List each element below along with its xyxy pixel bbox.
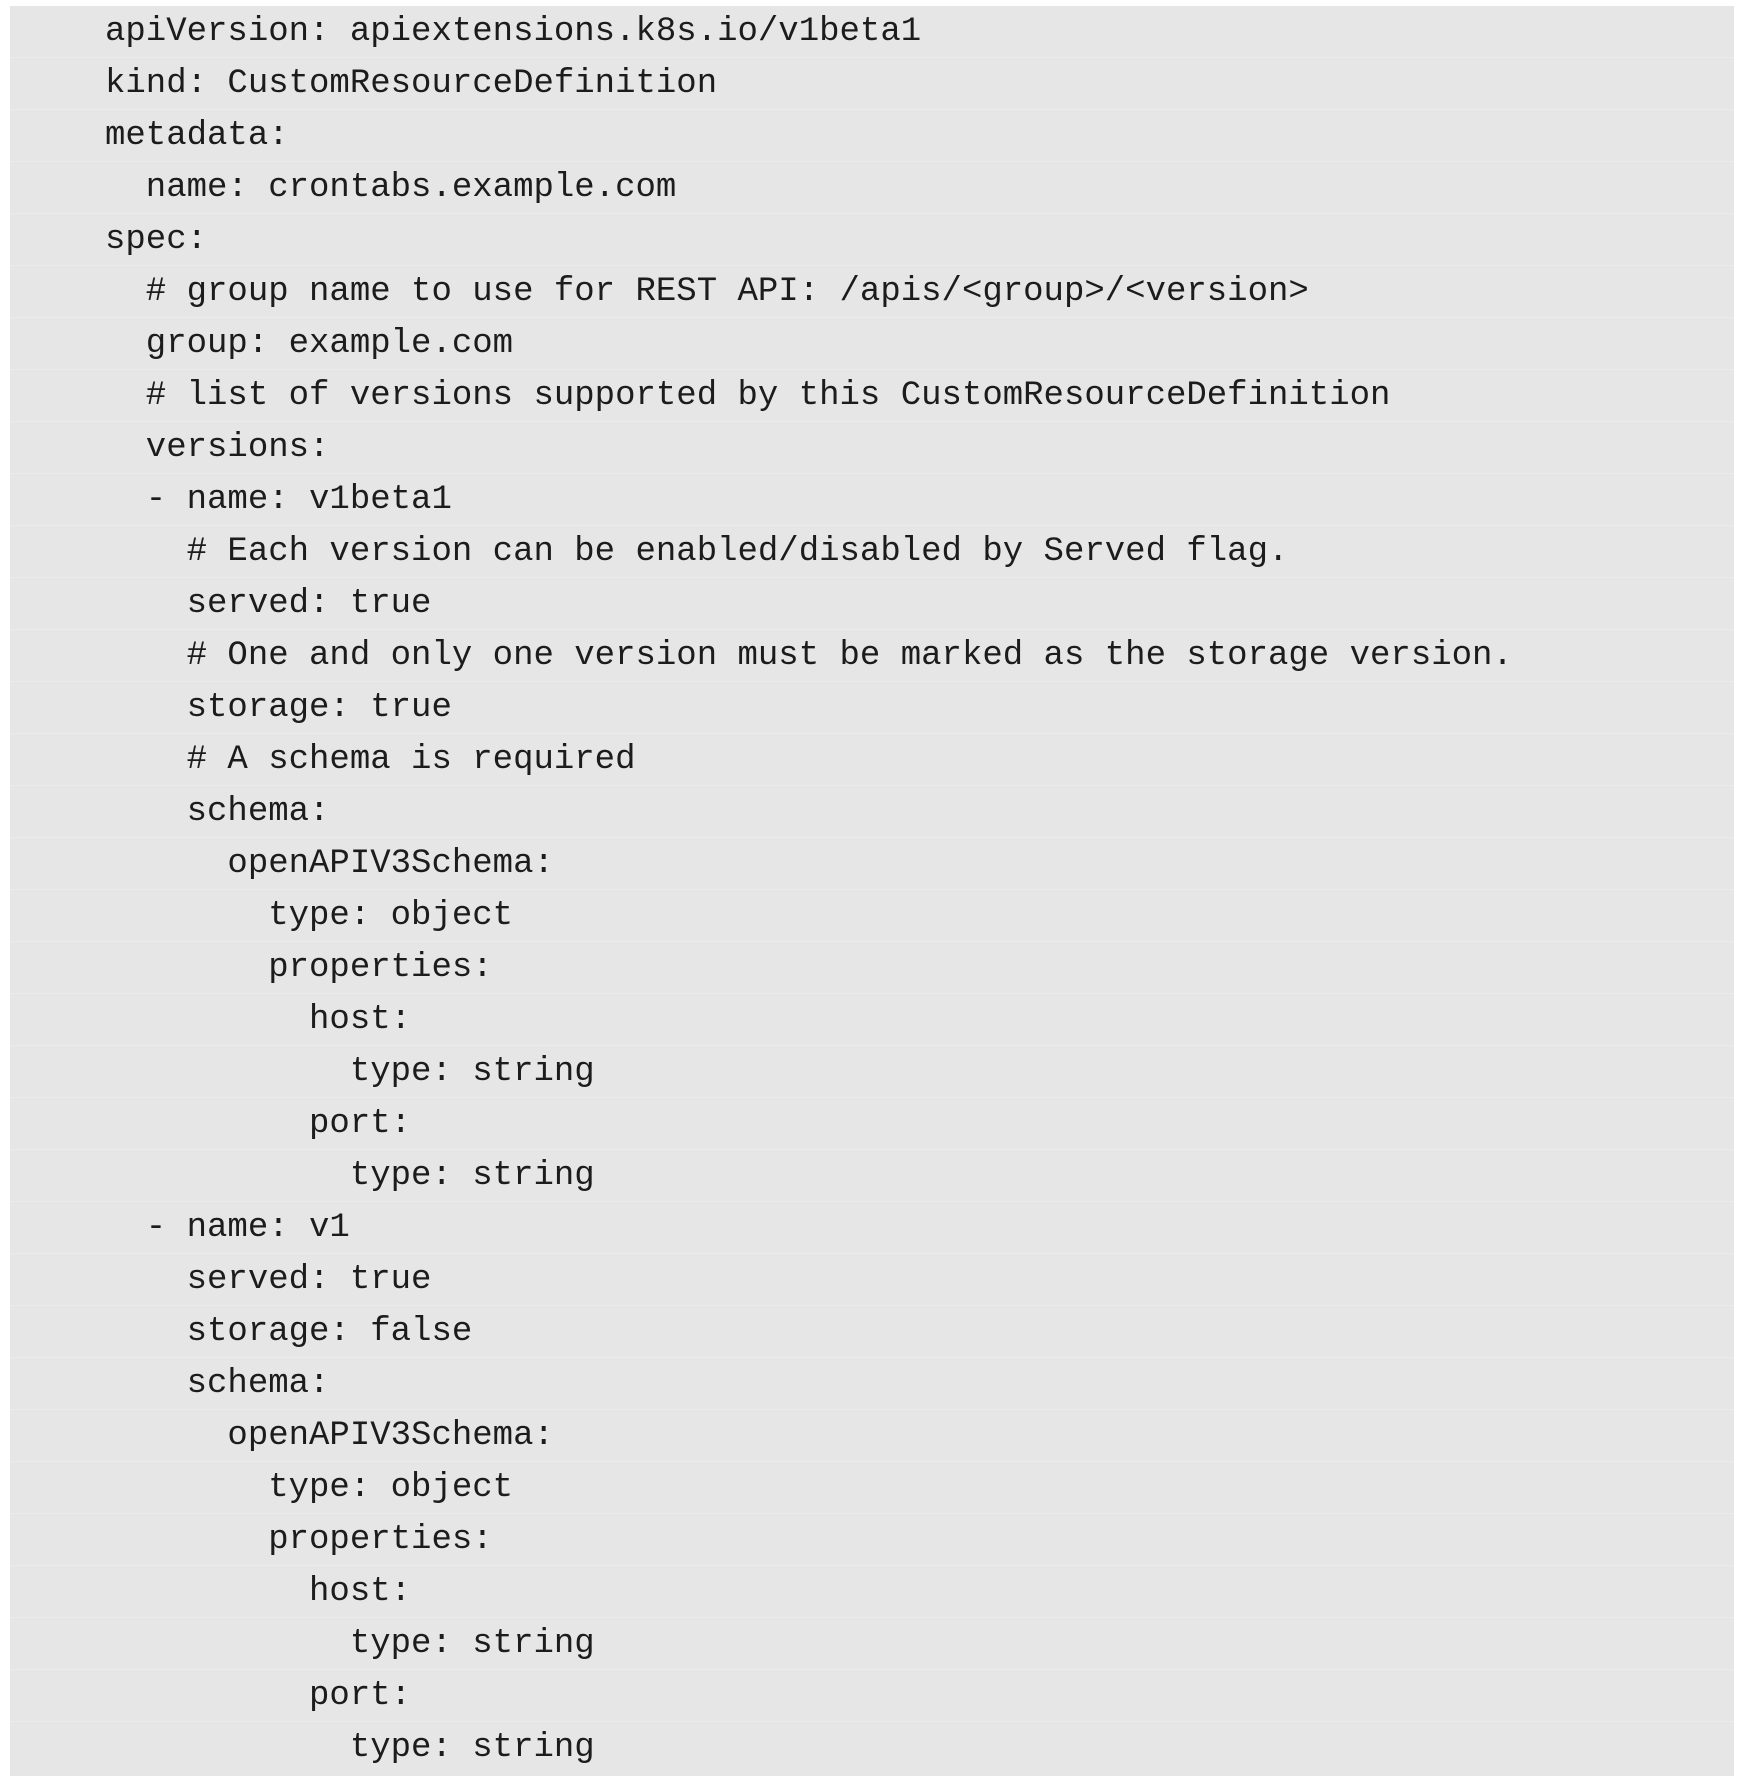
code-text: schema:: [105, 1365, 330, 1403]
code-line: [10, 786, 1734, 838]
code-line: [10, 1462, 1734, 1514]
code-text: versions:: [105, 429, 330, 467]
code-text: - name: v1beta1: [105, 481, 452, 519]
code-text: type: object: [105, 897, 514, 935]
code-text: name: crontabs.example.com: [105, 169, 677, 207]
code-line: [10, 682, 1734, 734]
code-line: [10, 162, 1734, 214]
code-text: group: example.com: [105, 325, 514, 363]
code-line: [10, 266, 1734, 318]
code-text: openAPIV3Schema:: [105, 845, 554, 883]
code-text: apiVersion: apiextensions.k8s.io/v1beta1: [105, 13, 922, 51]
code-text: host:: [105, 1001, 412, 1039]
code-line: [10, 1670, 1734, 1722]
code-line: [10, 1514, 1734, 1566]
code-line: [10, 422, 1734, 474]
code-text: openAPIV3Schema:: [105, 1417, 554, 1455]
code-line: [10, 110, 1734, 162]
code-text: type: string: [105, 1729, 595, 1767]
code-text: spec:: [105, 221, 208, 259]
code-line: [10, 890, 1734, 942]
code-text: port:: [105, 1105, 412, 1143]
code-line: [10, 838, 1734, 890]
code-line: [10, 630, 1734, 682]
code-text: kind: CustomResourceDefinition: [105, 65, 718, 103]
code-line: [10, 578, 1734, 630]
code-line: [10, 994, 1734, 1046]
code-line: [10, 6, 1734, 58]
code-text: schema:: [105, 793, 330, 831]
code-line: [10, 474, 1734, 526]
code-text: host:: [105, 1573, 412, 1611]
code-line: [10, 1618, 1734, 1670]
code-line: [10, 370, 1734, 422]
code-text: storage: false: [105, 1313, 473, 1351]
code-text: - name: v1: [105, 1209, 350, 1247]
code-comment: # One and only one version must be marked as the storage version.: [105, 637, 1513, 675]
code-text: type: string: [105, 1053, 595, 1091]
code-text: metadata:: [105, 117, 289, 155]
code-line: [10, 1566, 1734, 1618]
code-comment: # list of versions supported by this CustomResourceDefinition: [105, 377, 1391, 415]
code-line: [10, 1254, 1734, 1306]
code-text: properties:: [105, 949, 493, 987]
code-text: served: true: [105, 1261, 432, 1299]
code-line: [10, 942, 1734, 994]
code-line: [10, 214, 1734, 266]
code-text: type: object: [105, 1469, 514, 1507]
code-line: [10, 1358, 1734, 1410]
code-line: [10, 526, 1734, 578]
code-text: properties:: [105, 1521, 493, 1559]
code-comment: # group name to use for REST API: /apis/<group>/<version>: [105, 273, 1309, 311]
code-line: [10, 58, 1734, 110]
code-text: storage: true: [105, 689, 452, 727]
code-comment: # A schema is required: [105, 741, 636, 779]
code-line: [10, 1046, 1734, 1098]
code-text: type: string: [105, 1157, 595, 1195]
code-text: type: string: [105, 1625, 595, 1663]
code-line: [10, 1098, 1734, 1150]
code-text: port:: [105, 1677, 412, 1715]
code-line: [10, 734, 1734, 786]
code-line: [10, 1202, 1734, 1254]
code-line: [10, 1150, 1734, 1202]
code-line: [10, 318, 1734, 370]
yaml-code-block: [10, 6, 1734, 1776]
code-text: served: true: [105, 585, 432, 623]
code-line: [10, 1306, 1734, 1358]
code-line: [10, 1410, 1734, 1462]
code-line: [10, 1722, 1734, 1774]
code-comment: # Each version can be enabled/disabled by Served flag.: [105, 533, 1289, 571]
